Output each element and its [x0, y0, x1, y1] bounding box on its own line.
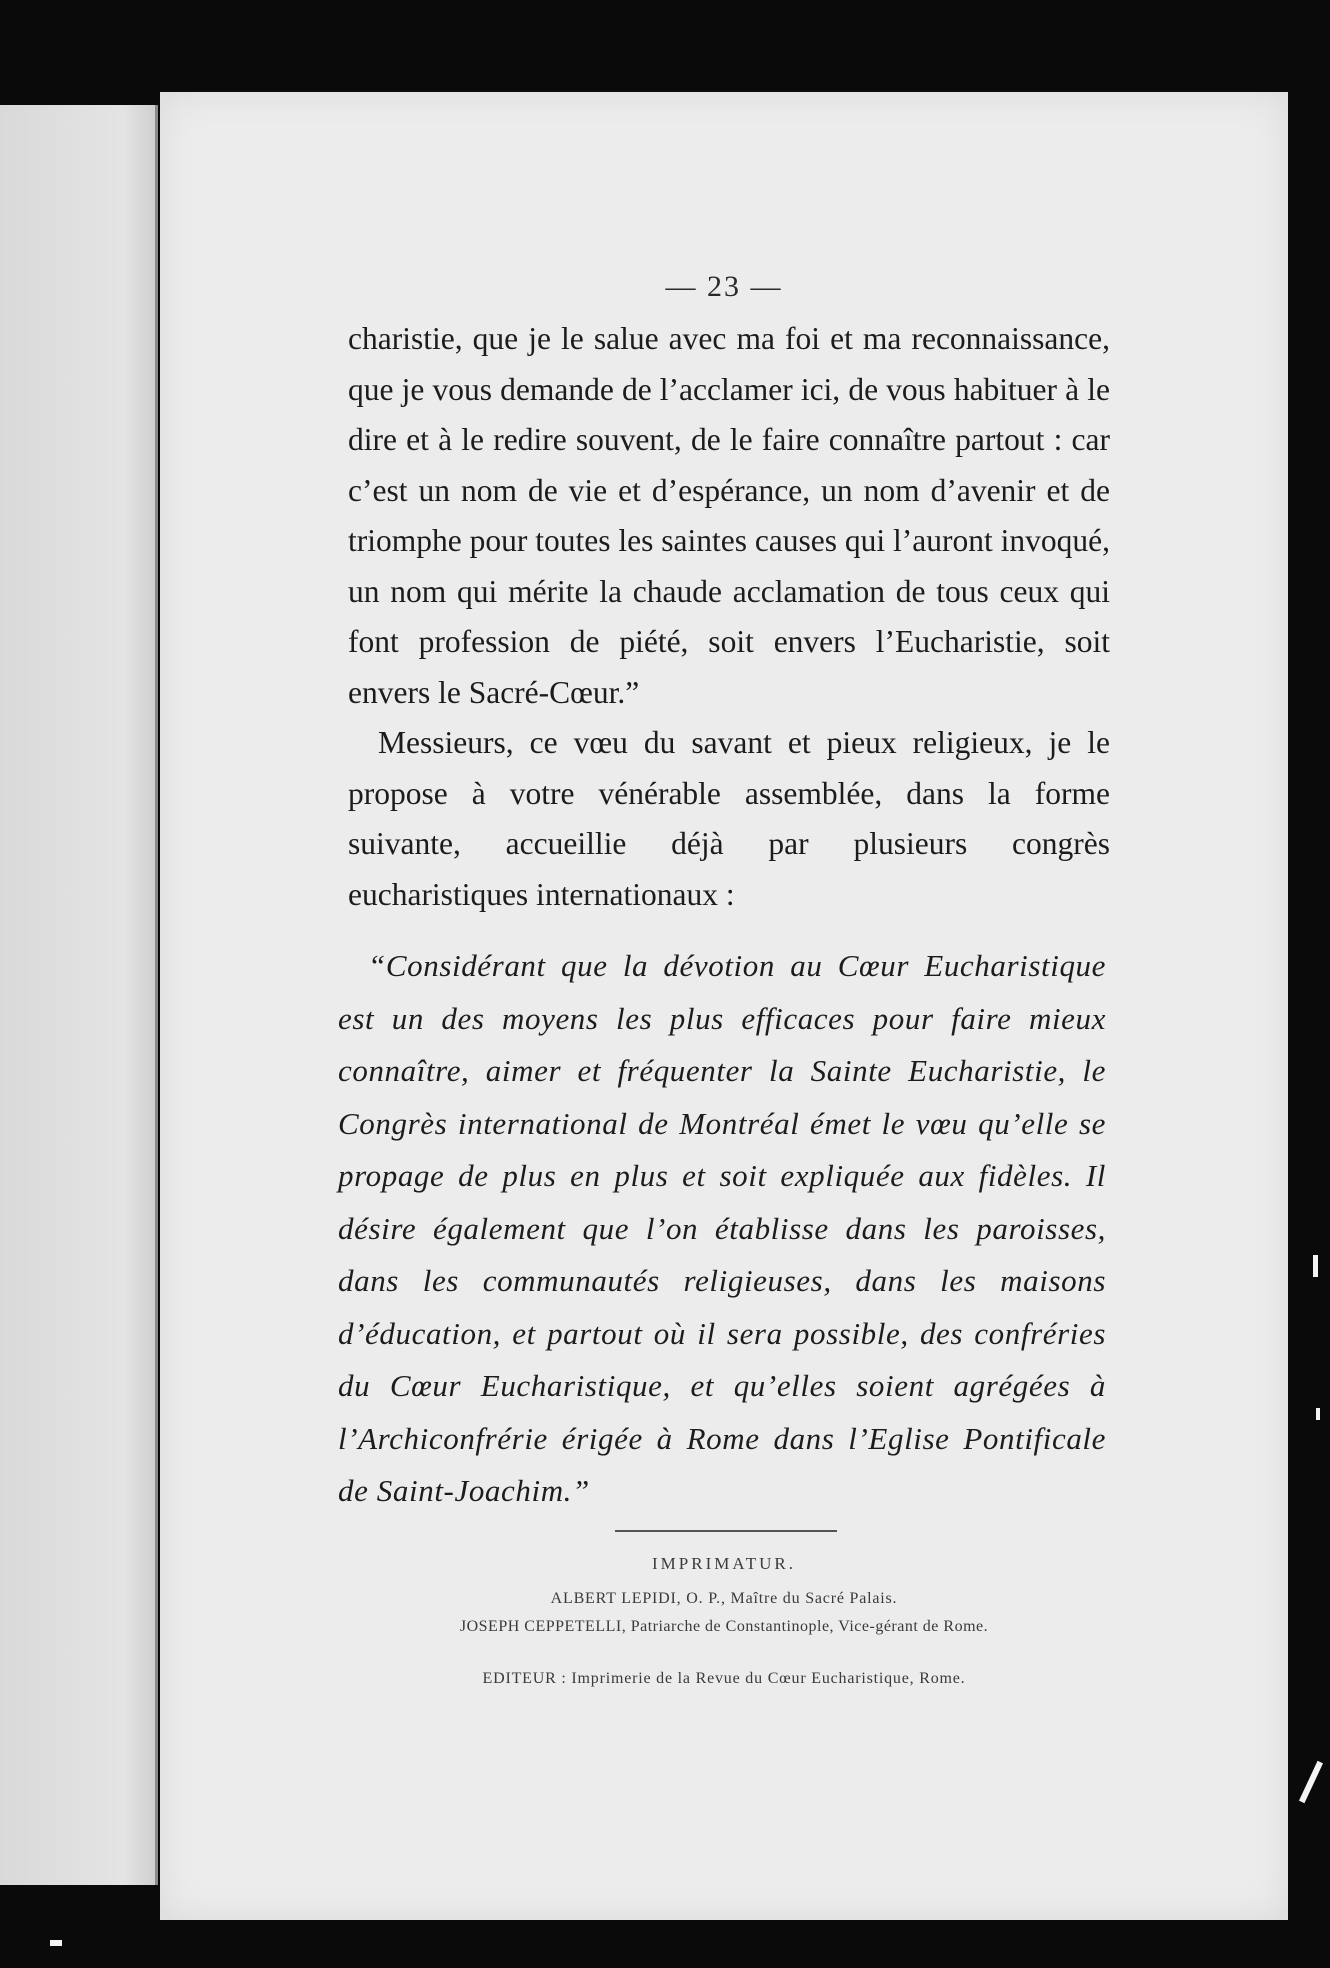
body-text	[348, 314, 1110, 920]
scan-speck	[50, 1940, 62, 1946]
paragraph-1: charistie, que je le salue avec ma foi et ma reconnaissance, que je vous demande de l’acclamer ici, de vous habituer à le dire et à le redire souvent, de le faire connaître partout : car c’est un nom de vie et d’espérance, un nom d’avenir et de triomphe pour toutes les saintes causes qui l’auront invoqué, un nom qui mérite la chaude acclamation de tous ceux qui font profession de piété, soit envers l’Eucharistie, soit envers le Sacré-Cœur.”	[348, 321, 1110, 710]
imprimatur-joseph-ceppetelli: JOSEPH CEPPETELLI, Patriarche de Constantinople, Vice-gérant de Rome.	[459, 1618, 989, 1635]
scan-speck	[1313, 1255, 1318, 1277]
imprimatur-albert-lepidi: ALBERT LEPIDI, O. P., Maître du Sacré Palais.	[550, 1590, 898, 1607]
left-page-edge	[0, 105, 158, 1885]
divider-rule	[615, 1530, 837, 1532]
quote-text: “Considérant que la dévotion au Cœur Eucharistique est un des moyens les plus efficaces pour faire mieux connaître, aimer et fréquenter la Sainte Eucharistie, le Congrès international de Montréal émet le vœu qu’elle se propage de plus en plus et soit expliquée aux fidèles. Il désire également que l’on établisse dans les paroisses, dans les communautés religieuses, dans les maisons d’éducation, et partout où il sera possible, des confréries du Cœur Eucharistique, et qu’elles soient agrégées à l’Archiconfrérie érigée à Rome dans l’Eglise Pontificale de Saint-Joachim.”	[338, 948, 1106, 1508]
page-number: — 23 —	[665, 270, 783, 303]
resolution-quote	[338, 940, 1106, 1518]
editeur-line: EDITEUR : Imprimerie de la Revue du Cœur Eucharistique, Rome.	[482, 1670, 966, 1687]
scan-speck	[1299, 1761, 1323, 1803]
paragraph-2: Messieurs, ce vœu du savant et pieux religieux, je le propose à votre vénérable assemblée, dans la forme suivante, accueillie déjà par plusieurs congrès eucharistiques internationaux :	[348, 725, 1110, 912]
scan-speck	[1316, 1408, 1320, 1420]
book-page	[160, 92, 1288, 1920]
imprimatur-heading: IMPRIMATUR.	[652, 1554, 796, 1573]
